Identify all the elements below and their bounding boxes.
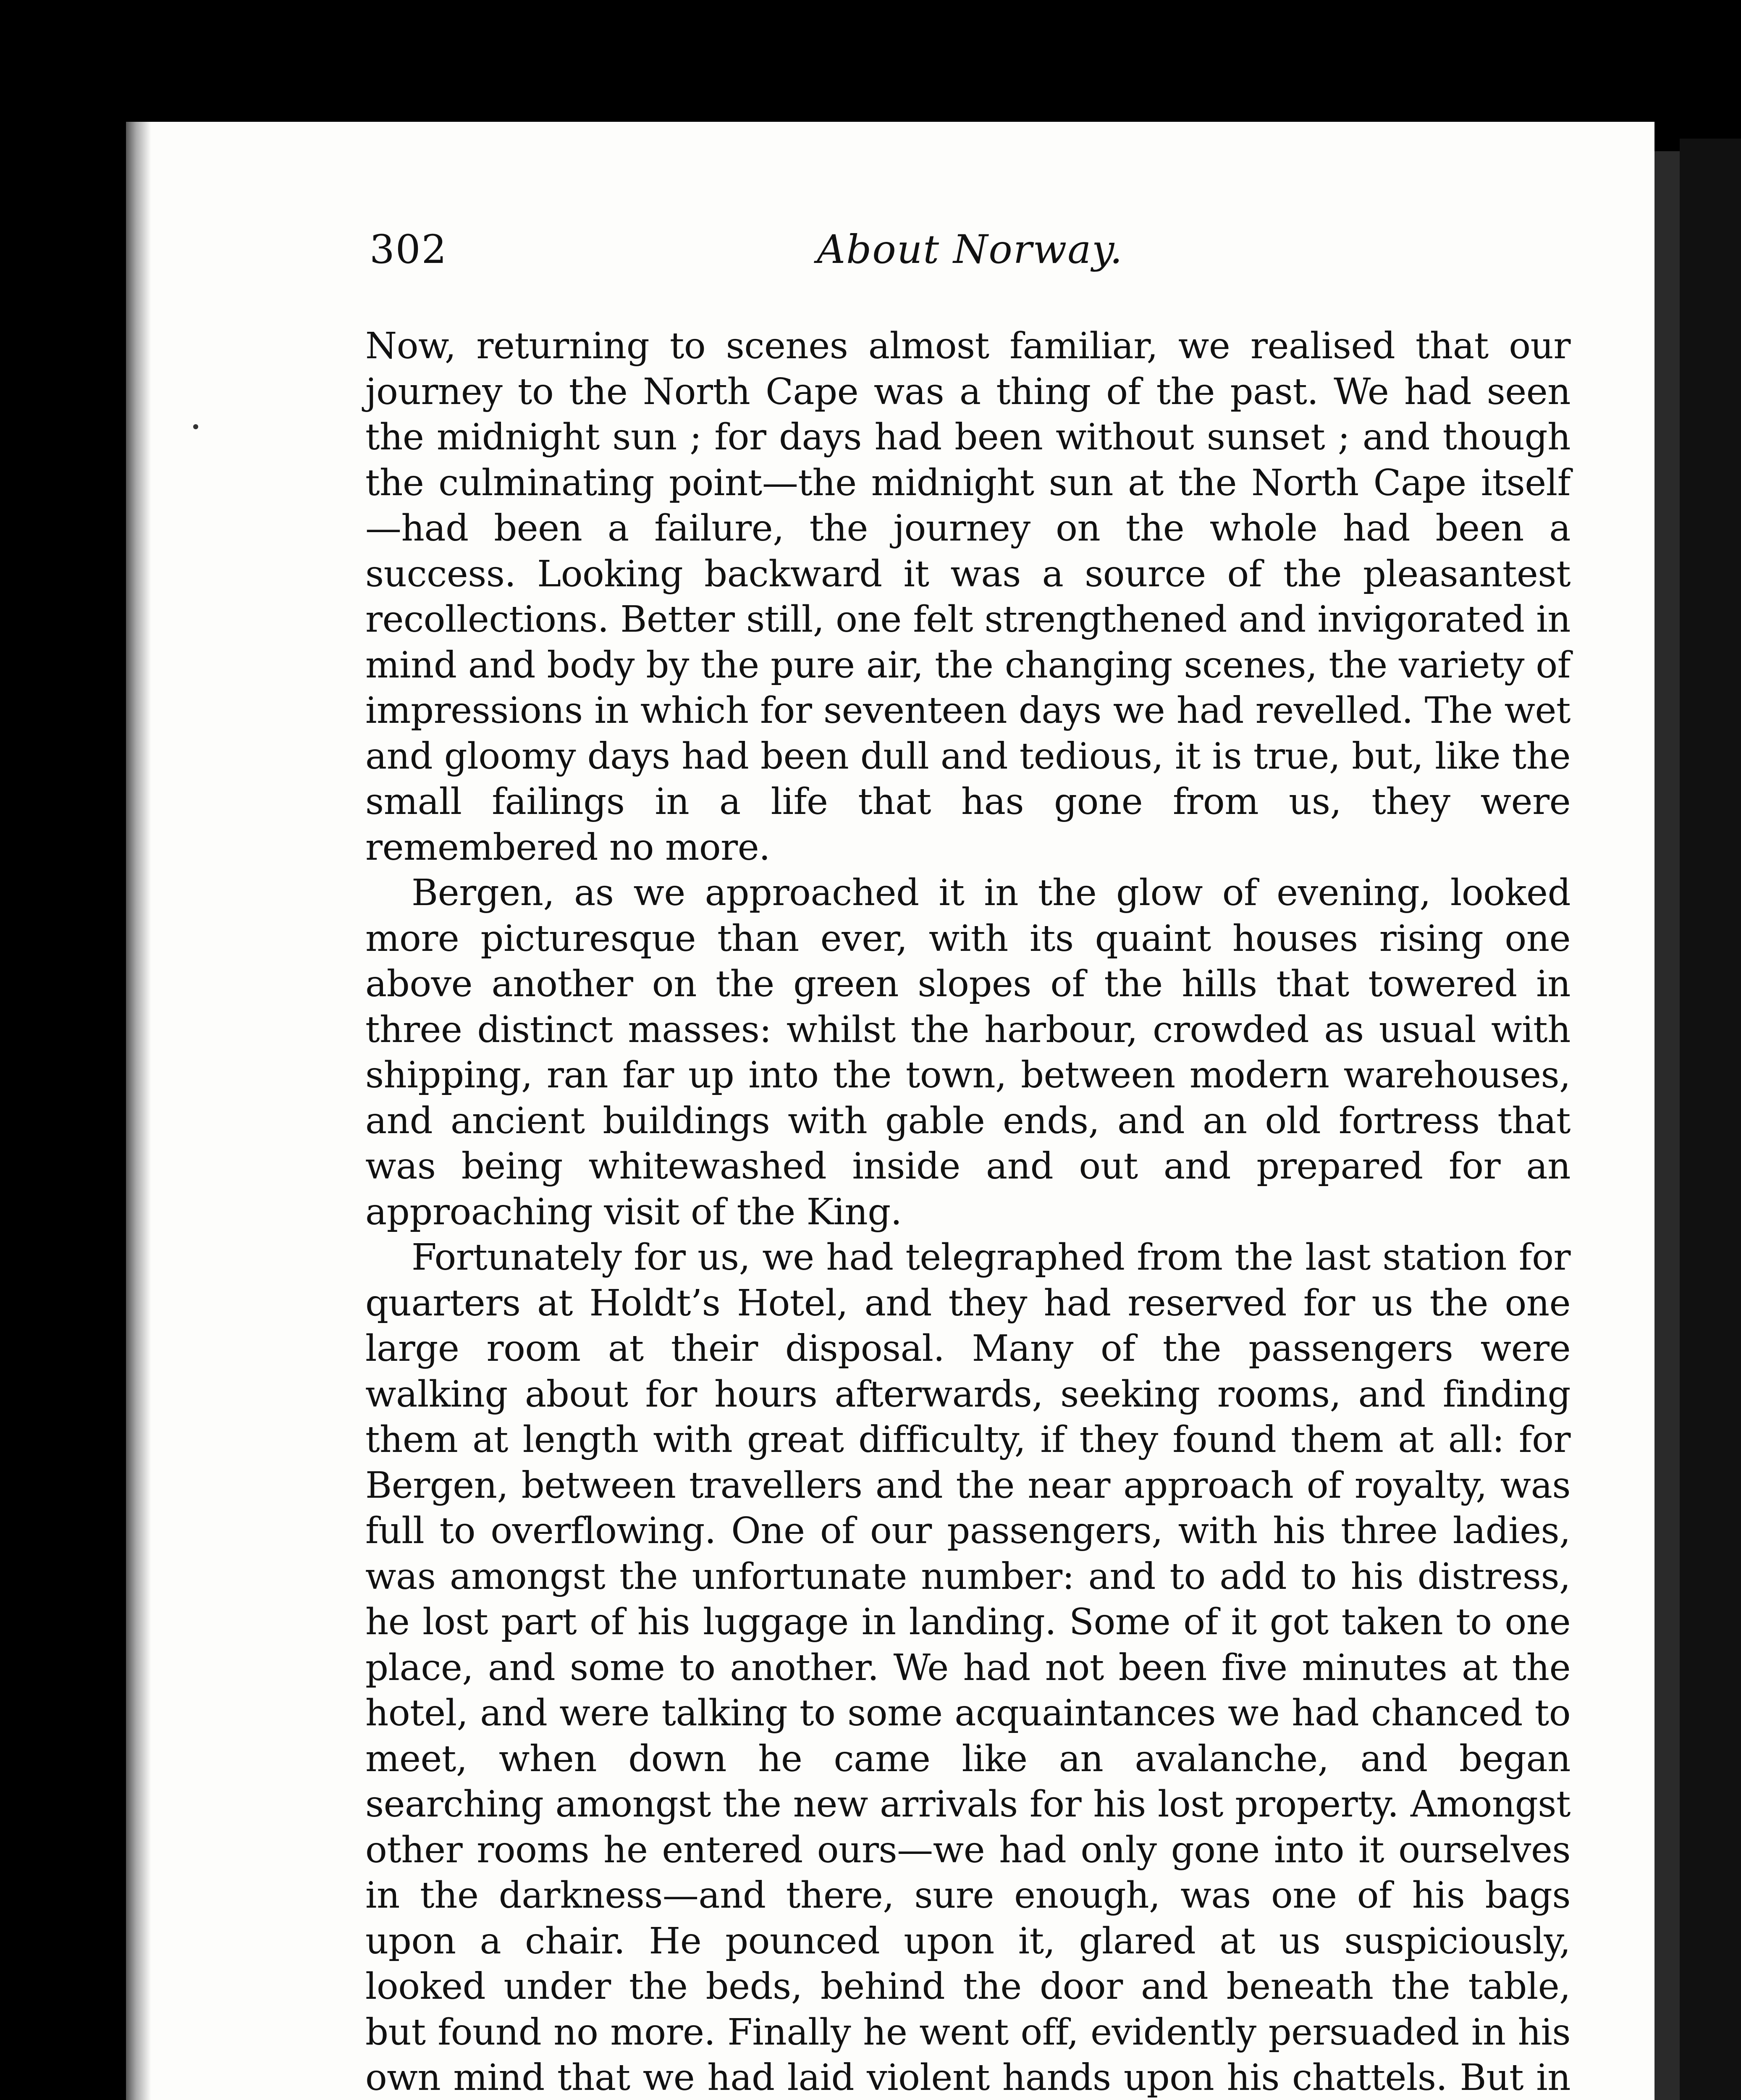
- next-page-edge: [1680, 139, 1741, 2100]
- page-number: 302: [370, 227, 448, 273]
- paragraph-3: Fortunately for us, we had telegraphed from the last station for quarters at Holdt’s Hotel, and they had reserved for us the one large room at their disposal. Many of the passengers were walking about for hours afterwards, seeking rooms, and finding them at length with great difficulty, if they found them at all: for Bergen, between travellers and the near approach of royalty, was full to overflowing. One of our passengers, with his three ladies, was amongst the unfortunate number: and to add to his distress, he lost part of his luggage in landing. Some of it got taken to one place, and some to another. We had not been five minutes at the hotel, and were talking to some acquaintances we had chanced to meet, when down he came like an avalanche, and began searching amongst the new arrivals for his lost property. Amongst other rooms he entered ours—we had only gone into it ourselves in the darkness—and there, sure enough, was one of his bags upon a chair. He pounced upon it, glared at us suspiciously, looked under the beds, behind the door and beneath the table, but found no more. Finally he went off, evidently persuaded in his own mind that we had laid violent hands upon his chattels. But in: [365, 1236, 1571, 2099]
- running-title: About Norway.: [817, 227, 1123, 273]
- page-binding-shadow: [126, 122, 151, 2100]
- page-header: [370, 227, 1571, 294]
- body-text: [365, 323, 1571, 2100]
- paragraph-2: Bergen, as we approached it in the glow of evening, looked more picturesque than ever, with its quaint houses rising one above another on the green slopes of the hills that towered in three distinct masses: whilst the harbour, crowded as usual with shipping, ran far up into the town, between modern warehouses, and ancient buildings with gable ends, and an old fortress that was being whitewashed inside and out and prepared for an approaching visit of the King.: [365, 872, 1571, 1233]
- page-gutter: [1654, 151, 1680, 2100]
- margin-speck: [193, 424, 198, 429]
- paragraph-1: Now, returning to scenes almost familiar, we realised that our journey to the North Cape was a thing of the past. We had seen the midnight sun ; for days had been without sunset ; and though the culminating point—the midnight sun at the North Cape itself—had been a failure, the journey on the whole had been a success. Looking backward it was a source of the pleasantest recollections. Better still, one felt strengthened and invigorated in mind and body by the pure air, the changing scenes, the variety of impressions in which for seventeen days we had revelled. The wet and gloomy days had been dull and tedious, it is true, but, like the small failings in a life that has gone from us, they were remembered no more.: [365, 325, 1571, 869]
